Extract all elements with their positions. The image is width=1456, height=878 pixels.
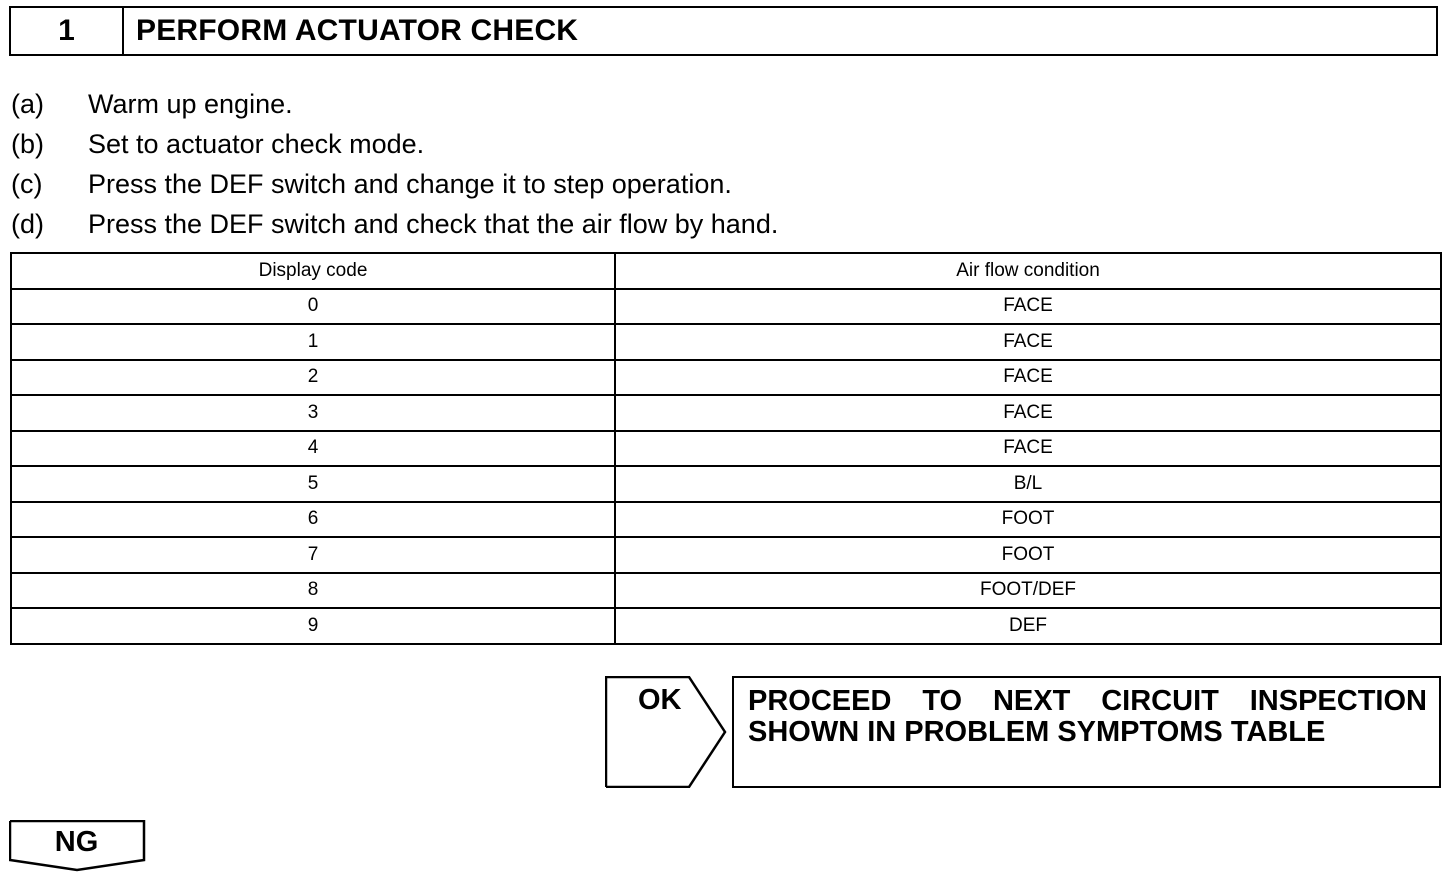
table-row <box>11 289 1441 325</box>
air-flow-cell: FACE <box>615 431 1441 467</box>
procedure-step <box>11 124 778 164</box>
table-row <box>11 360 1441 396</box>
table-header-row <box>11 253 1441 289</box>
air-flow-cell: FACE <box>615 289 1441 325</box>
table-row <box>11 502 1441 538</box>
step-text: Set to actuator check mode. <box>88 128 425 159</box>
air-flow-cell: FOOT/DEF <box>615 573 1441 609</box>
step-text: Press the DEF switch and check that the air flow by hand. <box>88 208 779 239</box>
table-row <box>11 537 1441 573</box>
ok-label: OK <box>638 684 682 716</box>
result-word: TO <box>922 685 963 717</box>
result-word: INSPECTION <box>1249 685 1427 717</box>
step-title: PERFORM ACTUATOR CHECK <box>136 14 579 47</box>
table-row <box>11 466 1441 502</box>
step-text: Press the DEF switch and change it to step operation. <box>88 168 732 199</box>
display-code-cell: 4 <box>11 431 615 467</box>
table-row <box>11 431 1441 467</box>
ng-label: NG <box>54 826 99 858</box>
table-row <box>11 324 1441 360</box>
procedure-step <box>11 204 778 244</box>
table-row <box>11 608 1441 644</box>
ok-result-line-1 <box>748 686 1427 717</box>
step-header <box>9 6 1438 56</box>
step-number: 1 <box>11 8 124 54</box>
display-code-cell: 5 <box>11 466 615 502</box>
column-header-display-code: Display code <box>11 253 615 289</box>
display-code-cell: 1 <box>11 324 615 360</box>
air-flow-cell: FOOT <box>615 537 1441 573</box>
result-word: PROCEED <box>748 685 892 717</box>
column-header-air-flow: Air flow condition <box>615 253 1441 289</box>
air-flow-cell: FACE <box>615 395 1441 431</box>
procedure-step <box>11 164 778 204</box>
step-letter: (b) <box>11 128 44 159</box>
table-row <box>11 573 1441 609</box>
display-code-cell: 0 <box>11 289 615 325</box>
display-code-cell: 2 <box>11 360 615 396</box>
air-flow-cell: DEF <box>615 608 1441 644</box>
air-flow-cell: FOOT <box>615 502 1441 538</box>
result-word: CIRCUIT <box>1101 685 1219 717</box>
display-code-cell: 9 <box>11 608 615 644</box>
ok-result-line-2: SHOWN IN PROBLEM SYMPTOMS TABLE <box>748 716 1326 748</box>
step-letter: (a) <box>11 88 44 119</box>
procedure-step <box>11 84 778 124</box>
display-code-cell: 6 <box>11 502 615 538</box>
table-row <box>11 395 1441 431</box>
display-code-cell: 7 <box>11 537 615 573</box>
ok-result-box <box>732 676 1441 788</box>
air-flow-cell: FACE <box>615 360 1441 396</box>
air-flow-cell: FACE <box>615 324 1441 360</box>
procedure-steps <box>11 84 778 244</box>
step-text: Warm up engine. <box>88 88 293 119</box>
display-code-cell: 3 <box>11 395 615 431</box>
result-word: NEXT <box>992 685 1071 717</box>
display-code-cell: 8 <box>11 573 615 609</box>
step-letter: (c) <box>11 168 43 199</box>
display-code-table <box>10 252 1442 645</box>
air-flow-cell: B/L <box>615 466 1441 502</box>
step-letter: (d) <box>11 208 44 239</box>
